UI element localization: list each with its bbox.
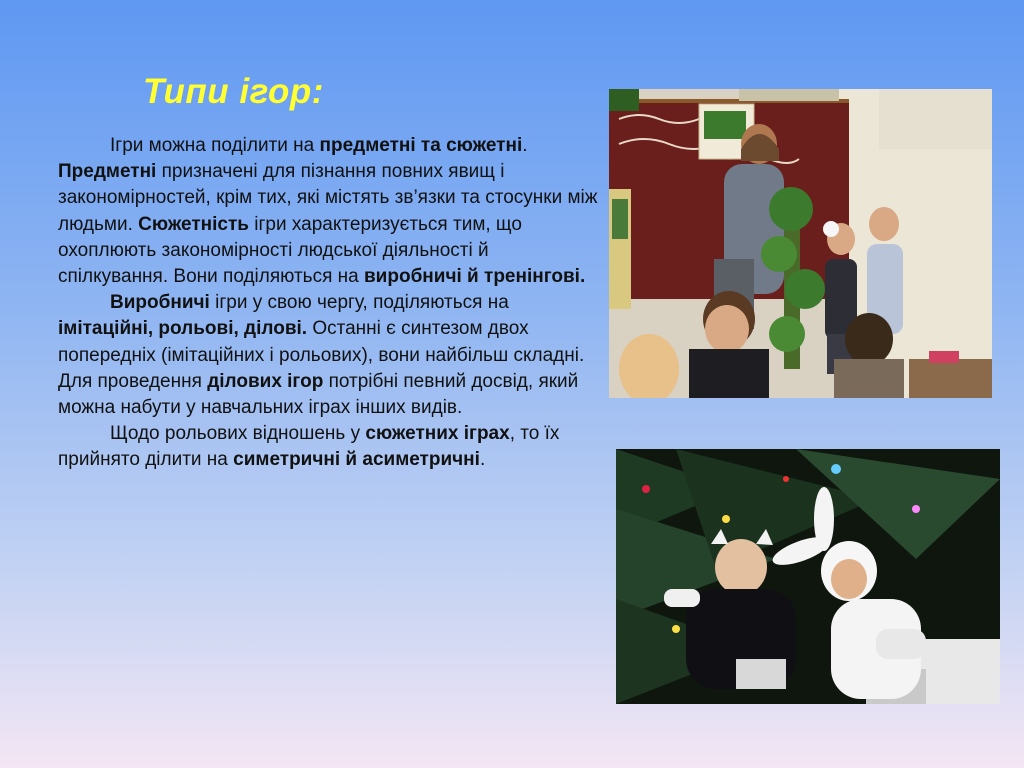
text-segment: потрібні певний досвід, який можна набути у навчальних іграх інших видів.	[58, 370, 579, 419]
body-text	[58, 133, 598, 474]
bold-text-segment: імітаційні, рольові, ділові.	[58, 318, 308, 340]
bold-text-segment: Сюжетність	[138, 213, 249, 235]
bold-text-segment: Предметні	[58, 161, 157, 183]
classroom-photo	[609, 89, 992, 398]
text-segment: ігри характеризується тим, що охоплюють закономірності людської діяльності й спілкування. Вони поділяються на	[58, 213, 522, 288]
bold-text-segment: виробничі й тренінгові.	[364, 266, 586, 288]
text-segment: .	[522, 135, 528, 156]
bold-text-segment: сюжетних іграх	[365, 423, 510, 445]
text-segment: Ігри можна поділити на	[110, 135, 320, 156]
text-segment: , то їх прийнято ділити на	[58, 423, 560, 471]
text-segment: ігри у свою чергу, поділяються на	[209, 292, 509, 314]
text-segment: Останні є синтезом двох попередніх (імітаційних і рольових), вони найбільш складні. Для проведення	[58, 318, 585, 392]
paragraph-3	[58, 421, 598, 473]
bold-text-segment: симетричні й асиметричні	[233, 449, 480, 471]
text-segment: .	[479, 449, 486, 471]
paragraph-1	[58, 133, 598, 290]
slide-title: Типи ігор:	[143, 72, 324, 111]
text-segment: Щодо рольових відношень у	[110, 423, 366, 445]
bold-text-segment: предметні та сюжетні	[319, 135, 523, 156]
costume-party-photo	[616, 449, 1000, 704]
bold-text-segment: Виробничі	[110, 292, 210, 314]
bold-text-segment: ділових ігор	[207, 370, 324, 392]
text-segment: призначені для пізнання повних явищ і закономірностей, крім тих, які містять зв’язки та стосунки між людьми.	[58, 161, 598, 235]
paragraph-2	[58, 290, 598, 421]
